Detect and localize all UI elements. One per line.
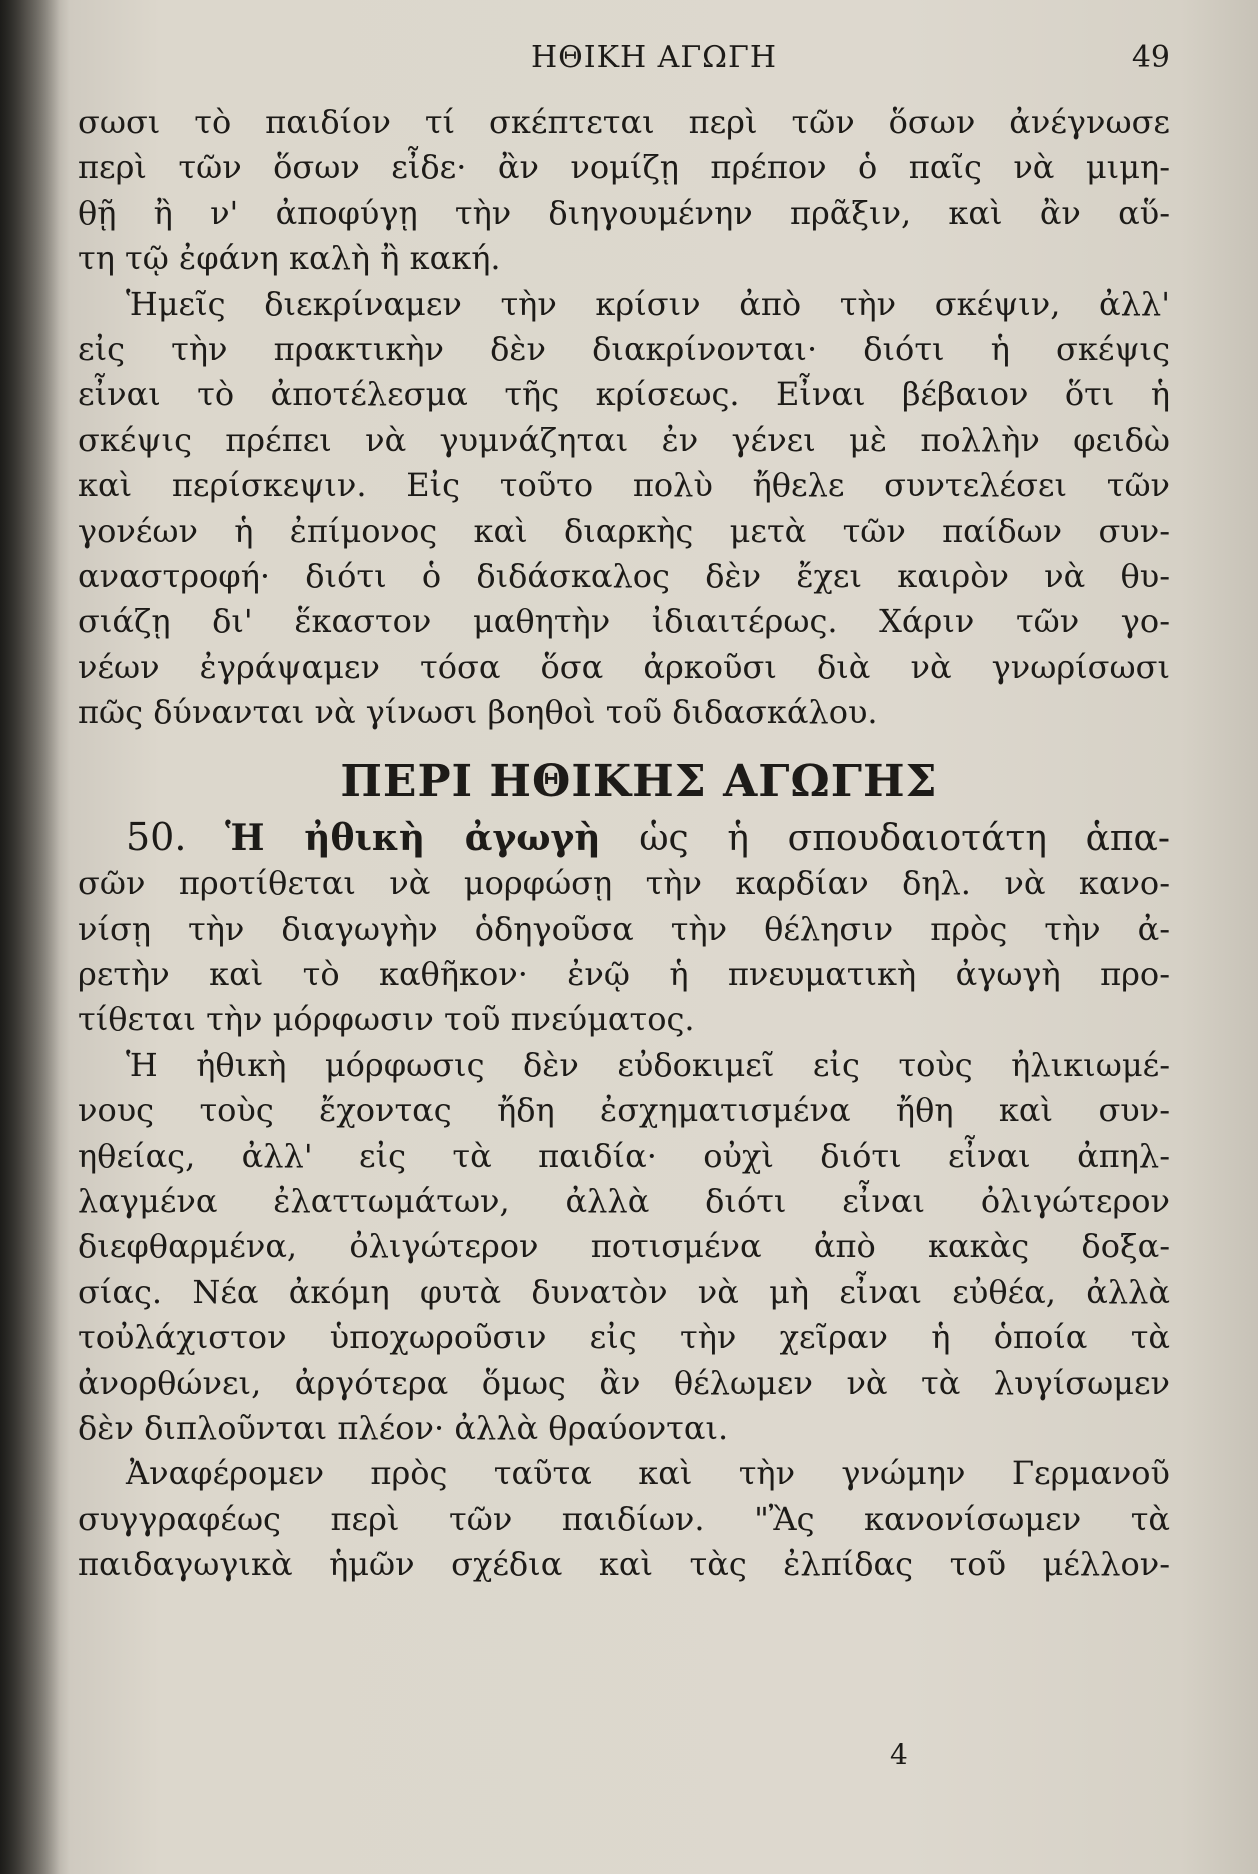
text-line: σκέψις πρέπει νὰ γυμνάζηται ἐν γένει μὲ πολλὴν φειδὼ [78, 420, 1170, 459]
text-line: ρετὴν καὶ τὸ καθῆκον· ἐνῷ ἡ πνευματικὴ ἀγωγὴ προ- [78, 954, 1170, 993]
section-first-line-rest: ὡς ἡ σπουδαιοτάτη ἁπα- [639, 817, 1171, 859]
text-line: τη τῷ ἐφάνη καλὴ ἢ κακή. [78, 239, 501, 278]
text-line: πῶς δύνανται νὰ γίνωσι βοηθοὶ τοῦ διδασκάλου. [78, 693, 878, 732]
text-line: σῶν προτίθεται νὰ μορφώσῃ τὴν καρδίαν δηλ. νὰ κανο- [78, 864, 1170, 903]
text-line: τοὐλάχιστον ὑποχωροῦσιν εἰς τὴν χεῖραν ἡ ὁποία τὰ [78, 1318, 1170, 1357]
text-line: ηθείας, ἀλλ' εἰς τὰ παιδία· οὐχὶ διότι εἶναι ἀπηλ- [78, 1136, 1170, 1175]
text-line: Ἡ ἠθικὴ μόρφωσις δὲν εὐδοκιμεῖ εἰς τοὺς ἠλικιωμέ- [126, 1045, 1170, 1084]
text-line: Ἀναφέρομεν πρὸς ταῦτα καὶ τὴν γνώμην Γερμανοῦ [126, 1454, 1170, 1493]
running-title: ΗΘΙΚΗ ΑΓΩΓΗ [530, 40, 778, 75]
text-line: εἰς τὴν πρακτικὴν δὲν διακρίνονται· διότι ἡ σκέψις [78, 330, 1170, 369]
text-line: νους τοὺς ἔχοντας ἤδη ἐσχηματισμένα ἤθη καὶ συν- [78, 1091, 1170, 1130]
binding-gutter-shadow [0, 0, 60, 1874]
text-line: διεφθαρμένα, ὀλιγώτερον ποτισμένα ἀπὸ κακὰς δοξα- [78, 1227, 1170, 1266]
text-line: δὲν διπλοῦνται πλέον· ἀλλὰ θραύονται. [78, 1408, 729, 1447]
text-line: εἶναι τὸ ἀποτέλεσμα τῆς κρίσεως. Εἶναι βέβαιον ὅτι ἡ [78, 375, 1170, 414]
text-line: ἀνορθώνει, ἀργότερα ὅμως ἂν θέλωμεν νὰ τὰ λυγίσωμεν [78, 1363, 1170, 1402]
section-50 [78, 815, 1170, 1043]
page-header [78, 30, 1170, 100]
paragraph-4 [78, 1451, 1170, 1587]
text-line: σιάζῃ δι' ἕκαστον μαθητὴν ἰδιαιτέρως. Χάριν τῶν γο- [78, 602, 1170, 641]
signature-mark: 4 [890, 1738, 908, 1771]
paragraph-1 [78, 100, 1170, 282]
paragraph-2 [78, 282, 1170, 736]
section-lead: Ἡ ἠθικὴ ἀγωγὴ [225, 816, 601, 859]
text-line: συγγραφέως περὶ τῶν παιδίων. "Ἂς κανονίσωμεν τὰ [78, 1499, 1170, 1538]
text-line: περὶ τῶν ὅσων εἶδε· ἂν νομίζῃ πρέπον ὁ παῖς νὰ μιμη- [78, 148, 1170, 187]
text-line: σίας. Νέα ἀκόμη φυτὰ δυνατὸν νὰ μὴ εἶναι εὐθέα, ἀλλὰ [78, 1272, 1170, 1311]
text-line: Ἡμεῖς διεκρίναμεν τὴν κρίσιν ἀπὸ τὴν σκέψιν, ἀλλ' [126, 284, 1170, 323]
text-line: σωσι τὸ παιδίον τί σκέπτεται περὶ τῶν ὅσων ἀνέγνωσε [78, 103, 1170, 141]
text-line: νέων ἐγράψαμεν τόσα ὅσα ἀρκοῦσι διὰ νὰ γνωρίσωσι [78, 647, 1170, 686]
page-number: 49 [1131, 40, 1170, 75]
text-line: λαγμένα ἐλαττωμάτων, ἀλλὰ διότι εἶναι ὀλιγώτερον [78, 1181, 1170, 1220]
section-first-line [78, 815, 1170, 861]
section-title: ΠΕΡΙ ΗΘΙΚΗΣ ΑΓΩΓΗΣ [340, 755, 938, 807]
text-line: τίθεται τὴν μόρφωσιν τοῦ πνεύματος. [78, 1000, 695, 1039]
section-number: 50. [126, 814, 187, 859]
text-line: θῇ ἢ ν' ἀποφύγῃ τὴν διηγουμένην πρᾶξιν, καὶ ἂν αὕ- [78, 193, 1170, 232]
text-line: παιδαγωγικὰ ἡμῶν σχέδια καὶ τὰς ἐλπίδας τοῦ μέλλον- [78, 1545, 1170, 1584]
text-line: καὶ περίσκεψιν. Εἰς τοῦτο πολὺ ἤθελε συντελέσει τῶν [78, 466, 1170, 505]
text-line: αναστροφή· διότι ὁ διδάσκαλος δὲν ἔχει καιρὸν νὰ θυ- [78, 557, 1170, 596]
text-line: νίσῃ τὴν διαγωγὴν ὁδηγοῦσα τὴν θέλησιν πρὸς τὴν ἀ- [78, 909, 1170, 948]
paragraph-3 [78, 1043, 1170, 1452]
text-line: γονέων ἡ ἐπίμονος καὶ διαρκὴς μετὰ τῶν παίδων συν- [78, 511, 1170, 550]
page-text-block [78, 30, 1170, 1588]
